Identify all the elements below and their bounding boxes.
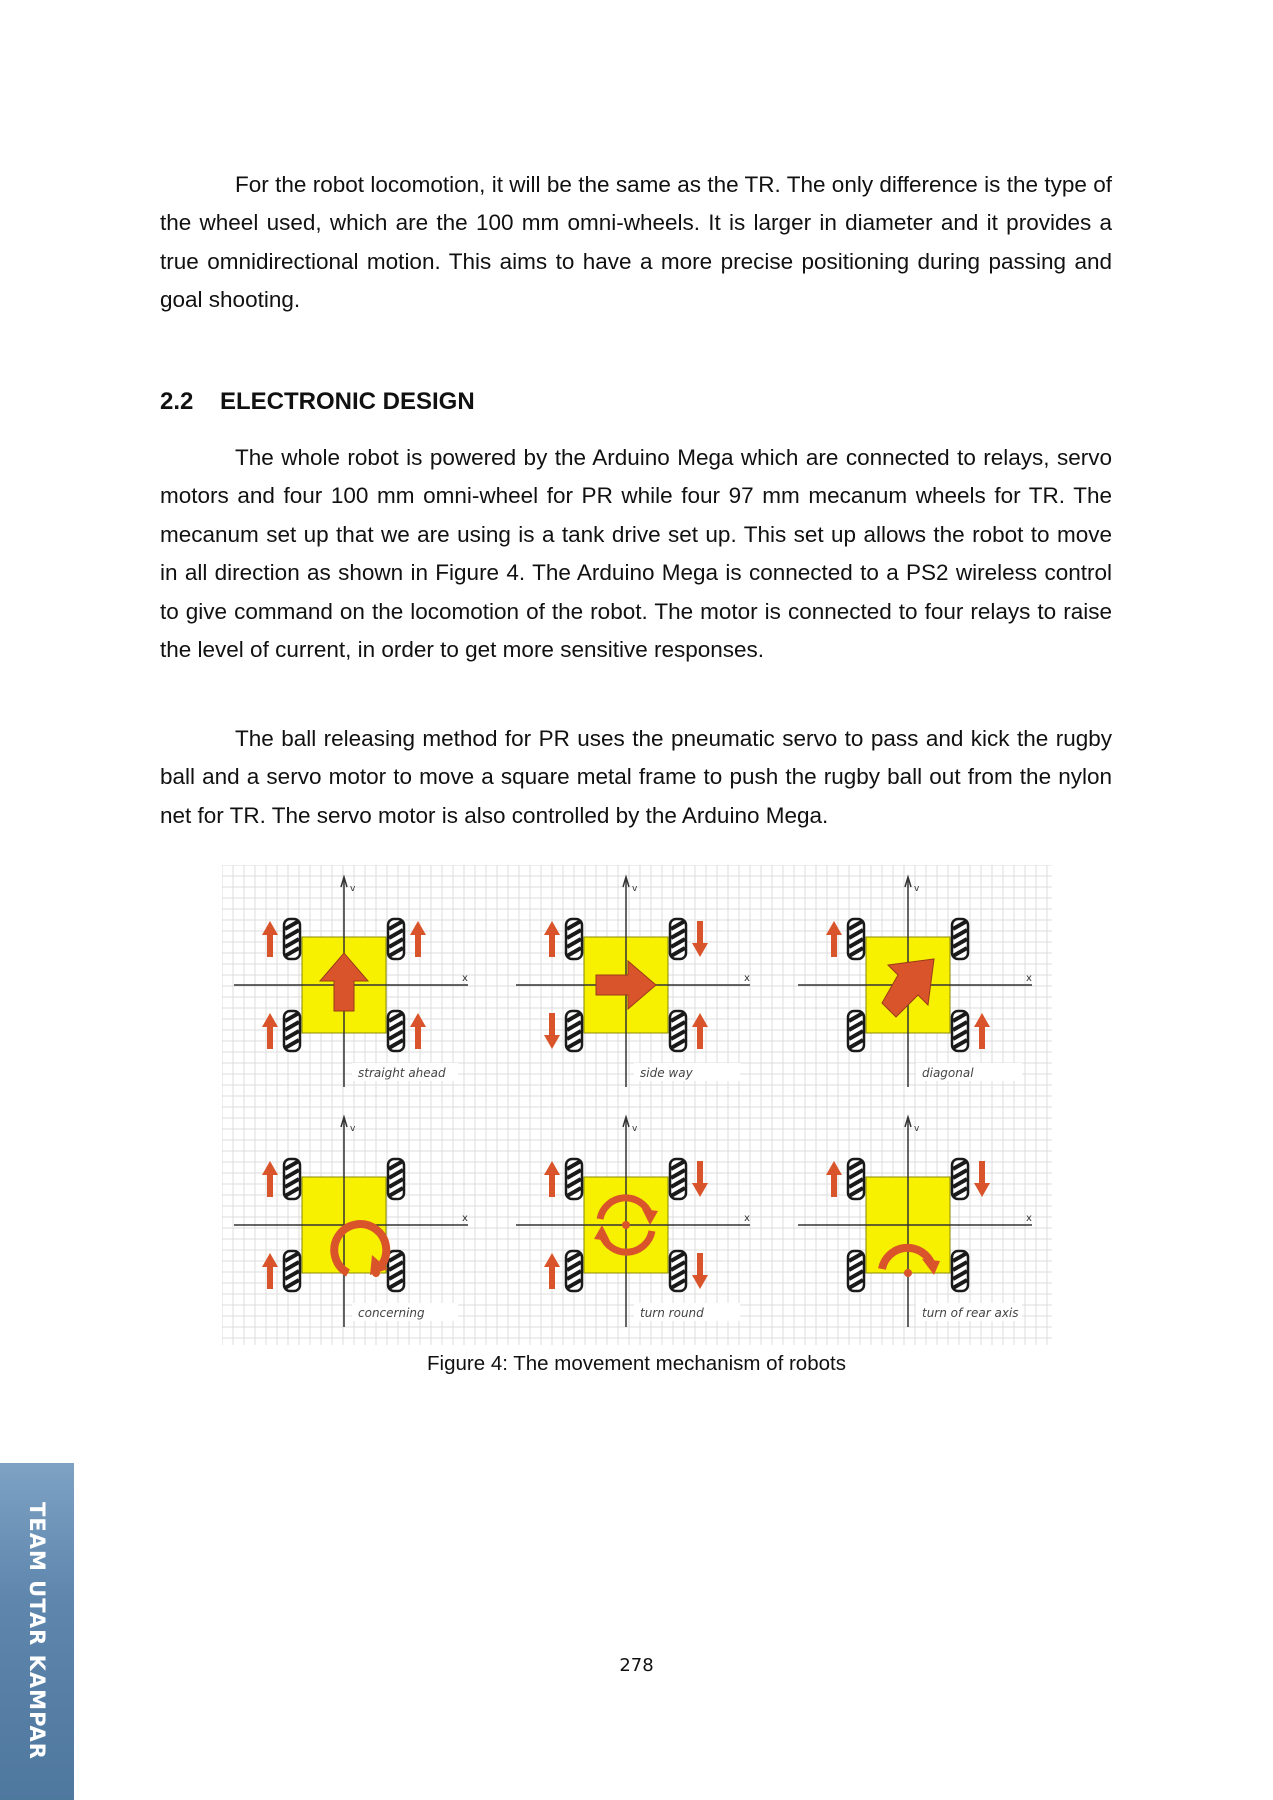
pivot-dot — [372, 1269, 380, 1277]
wheel-icon — [848, 919, 864, 959]
arrow-up-icon — [262, 1013, 278, 1049]
panel-label: turn round — [640, 1306, 704, 1320]
panel-label: turn of rear axis — [922, 1306, 1019, 1320]
wheel-icon — [284, 1011, 300, 1051]
panel-label: diagonal — [922, 1066, 974, 1080]
wheel-icon — [848, 1011, 864, 1051]
x-axis-label: x — [744, 973, 750, 984]
movement-panel — [234, 1117, 468, 1327]
x-axis-label: x — [744, 1213, 750, 1224]
panel-label: concerning — [358, 1306, 425, 1320]
wheel-icon — [848, 1159, 864, 1199]
movement-panel — [516, 1117, 750, 1327]
wheel-icon — [952, 1251, 968, 1291]
arrow-up-icon — [826, 921, 842, 957]
pivot-dot — [904, 1269, 912, 1277]
wheel-icon — [566, 1159, 582, 1199]
wheel-icon — [952, 1159, 968, 1199]
paragraph-ball-releasing: The ball releasing method for PR uses the pneumatic servo to pass and kick the rugby ball and a servo motor to move a square metal frame to push the rugby ball out from the nylon net for TR. The servo motor is also controlled by the Arduino Mega. — [160, 726, 1112, 828]
y-axis-label: v — [914, 884, 920, 894]
wheel-icon — [566, 1011, 582, 1051]
wheel-icon — [388, 1011, 404, 1051]
wheel-icon — [952, 919, 968, 959]
wheel-icon — [566, 1251, 582, 1291]
arrow-up-icon — [262, 921, 278, 957]
arrow-down-icon — [974, 1161, 990, 1197]
section-title: ELECTRONIC DESIGN — [220, 388, 475, 415]
panel-label: side way — [640, 1066, 693, 1080]
sidebar-banner — [0, 1463, 74, 1800]
x-axis-label: x — [462, 1213, 468, 1224]
paragraph-locomotion: For the robot locomotion, it will be the same as the TR. The only difference is the type of the wheel used, which are the 100 mm omni-wheels. It is larger in diameter and it provides a true omnidirectional motion. This aims to have a more precise positioning during passing and goal shooting. — [160, 172, 1112, 313]
y-axis-label: v — [632, 884, 638, 894]
wheel-icon — [284, 919, 300, 959]
arrow-up-icon — [544, 1161, 560, 1197]
sidebar-label: TEAM UTAR KAMPAR — [25, 1502, 49, 1760]
wheel-icon — [670, 919, 686, 959]
wheel-icon — [670, 1159, 686, 1199]
arrow-up-icon — [974, 1013, 990, 1049]
arrow-up-icon — [262, 1161, 278, 1197]
x-axis-label: x — [1026, 973, 1032, 984]
wheel-icon — [388, 1159, 404, 1199]
wheel-icon — [670, 1011, 686, 1051]
paragraph-electronic-design: The whole robot is powered by the Arduino Mega which are connected to relays, servo motors and four 100 mm omni-wheel for PR while four 97 mm mecanum wheels for TR. The mecanum set up that we are using is a tank drive set up. This set up allows the robot to move in all direction as shown in Figure 4. The Arduino Mega is connected to a PS2 wireless control to give command on the locomotion of the robot. The motor is connected to four relays to raise the level of current, in order to get more sensitive responses. — [160, 445, 1112, 663]
section-number: 2.2 — [160, 388, 194, 415]
section-heading — [160, 388, 475, 416]
arrow-up-icon — [410, 921, 426, 957]
movement-mechanism-figure — [222, 865, 1052, 1345]
figure-caption: Figure 4: The movement mechanism of robots — [427, 1352, 846, 1375]
arrow-down-icon — [544, 1013, 560, 1049]
arrow-up-icon — [826, 1161, 842, 1197]
wheel-icon — [388, 1251, 404, 1291]
wheel-icon — [566, 919, 582, 959]
wheel-icon — [284, 1251, 300, 1291]
page-number: 278 — [619, 1655, 654, 1676]
pivot-dot — [622, 1221, 630, 1229]
panel-label: straight ahead — [358, 1066, 446, 1080]
y-axis-label: v — [350, 1124, 356, 1134]
wheel-icon — [848, 1251, 864, 1291]
wheel-icon — [284, 1159, 300, 1199]
y-axis-label: v — [350, 884, 356, 894]
wheel-icon — [952, 1011, 968, 1051]
arrow-up-icon — [544, 921, 560, 957]
x-axis-label: x — [462, 973, 468, 984]
x-axis-label: x — [1026, 1213, 1032, 1224]
y-axis-label: v — [632, 1124, 638, 1134]
wheel-icon — [388, 919, 404, 959]
arrow-up-icon — [410, 1013, 426, 1049]
arrow-up-icon — [544, 1253, 560, 1289]
arrow-up-icon — [262, 1253, 278, 1289]
wheel-icon — [670, 1251, 686, 1291]
y-axis-label: v — [914, 1124, 920, 1134]
